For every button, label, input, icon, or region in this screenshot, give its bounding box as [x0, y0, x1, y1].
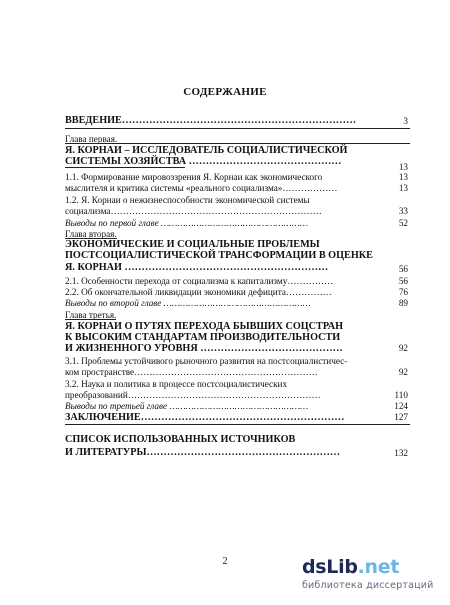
- toc-entry-conclusions-3: Выводы по третьей главе ……………………………………………: [65, 401, 309, 411]
- toc-entry-1-2: 1.2. Я. Корнаи о нежизнеспособности экономической системы: [65, 195, 310, 205]
- chapter2-heading: ЭКОНОМИЧЕСКИЕ И СОЦИАЛЬНЫЕ ПРОБЛЕМЫ: [65, 239, 320, 250]
- toc-entry-1-1: 1.1. Формирование мировоззрения Я. Корнаи как экономического: [65, 172, 323, 182]
- toc-page-chapter2: 56: [398, 264, 408, 274]
- chapter2-heading: ПОСТСОЦИАЛИСТИЧЕСКОЙ ТРАНСФОРМАЦИИ В ОЦЕНКЕ: [65, 250, 373, 261]
- toc-entry-3-1: 3.1. Проблемы устойчивого рыночного развития на постсоциалистичес-: [65, 356, 348, 366]
- toc-entry-references: СПИСОК ИСПОЛЬЗОВАННЫХ ИСТОЧНИКОВ: [65, 434, 296, 445]
- watermark-tagline: библиотека диссертаций: [302, 580, 434, 591]
- toc-entry-3-1: ком пространстве……………………………………………………: [65, 367, 318, 377]
- toc-page-1-1: 13: [398, 172, 408, 182]
- toc-page-conclusion: 127: [394, 412, 408, 422]
- toc-entry-3-2: преобразований………………………………………………………: [65, 390, 321, 400]
- toc-entry-conclusions-2: Выводы по второй главе ………………………………………………: [65, 298, 311, 308]
- chapter3-heading: К ВЫСОКИМ СТАНДАРТАМ ПРОИЗВОДИТЕЛЬНОСТИ: [65, 332, 341, 343]
- toc-page-3-2: 110: [394, 390, 408, 400]
- toc-page-1-2: 33: [398, 206, 408, 216]
- toc-page-conclusions-1: 52: [398, 218, 408, 228]
- chapter2-label: Глава вторая.: [65, 229, 117, 239]
- toc-page-3-1: 92: [398, 367, 408, 377]
- toc-entry-2-2: 2.2. Об окончательной ликвидации экономики дефицита……………: [65, 287, 332, 297]
- toc-page-1-1: 13: [398, 183, 408, 193]
- toc-entry-references: И ЛИТЕРАТУРЫ…………………………………………………: [65, 447, 341, 458]
- toc-page-2-2: 76: [398, 287, 408, 297]
- chapter3-heading: И ЖИЗНЕННОГО УРОВНЯ ……………………………………: [65, 343, 343, 354]
- toc-page-2-1: 56: [398, 276, 408, 286]
- toc-entry-conclusions-1: Выводы по первой главе ………………………………………………: [65, 218, 309, 228]
- watermark-logo-main: dsLib: [302, 556, 358, 578]
- toc-page-references: 132: [394, 448, 408, 458]
- toc-page-chapter3: 92: [398, 343, 408, 353]
- divider: [65, 424, 410, 425]
- toc-page-conclusions-3: 124: [394, 401, 408, 411]
- chapter1-heading: СИСТЕМЫ ХОЗЯЙСТВА ………………………………………: [65, 156, 342, 167]
- toc-entry-2-1: 2.1. Особенности перехода от социализма к капитализму……………: [65, 276, 334, 286]
- watermark-logo: [300, 556, 442, 596]
- toc-entry-1-1: мыслителя и критика системы «реального социализма»………………: [65, 183, 338, 193]
- chapter1-label: Глава первая.: [65, 134, 118, 144]
- toc-page-conclusions-2: 89: [398, 298, 408, 308]
- heading-underline: [65, 167, 185, 168]
- chapter1-heading: Я. КОРНАИ – ИССЛЕДОВАТЕЛЬ СОЦИАЛИСТИЧЕСКОЙ: [65, 145, 348, 156]
- chapter2-heading: Я. КОРНАИ ……………………………………………………: [65, 262, 329, 273]
- watermark-logo-tld: .net: [357, 556, 400, 578]
- chapter3-label: Глава третья.: [65, 310, 117, 320]
- toc-entry-1-2: социализма……………………………………………………………: [65, 206, 322, 216]
- toc-title: СОДЕРЖАНИЕ: [183, 86, 267, 98]
- page-number: 2: [222, 556, 228, 567]
- toc-entry-introduction: ВВЕДЕНИЕ……………………………………………………………: [65, 115, 357, 126]
- toc-entry-3-2: 3.2. Наука и политика в процессе постсоциалистических: [65, 379, 288, 389]
- chapter3-heading: Я. КОРНАИ О ПУТЯХ ПЕРЕХОДА БЫВШИХ СОЦСТРАН: [65, 321, 344, 332]
- watermark-logo-text: [302, 556, 399, 578]
- toc-page-chapter1: 13: [398, 162, 408, 172]
- toc-page-introduction: 3: [403, 116, 408, 126]
- toc-entry-conclusion: ЗАКЛЮЧЕНИЕ……………………………………………………: [65, 412, 345, 423]
- divider: [65, 128, 410, 129]
